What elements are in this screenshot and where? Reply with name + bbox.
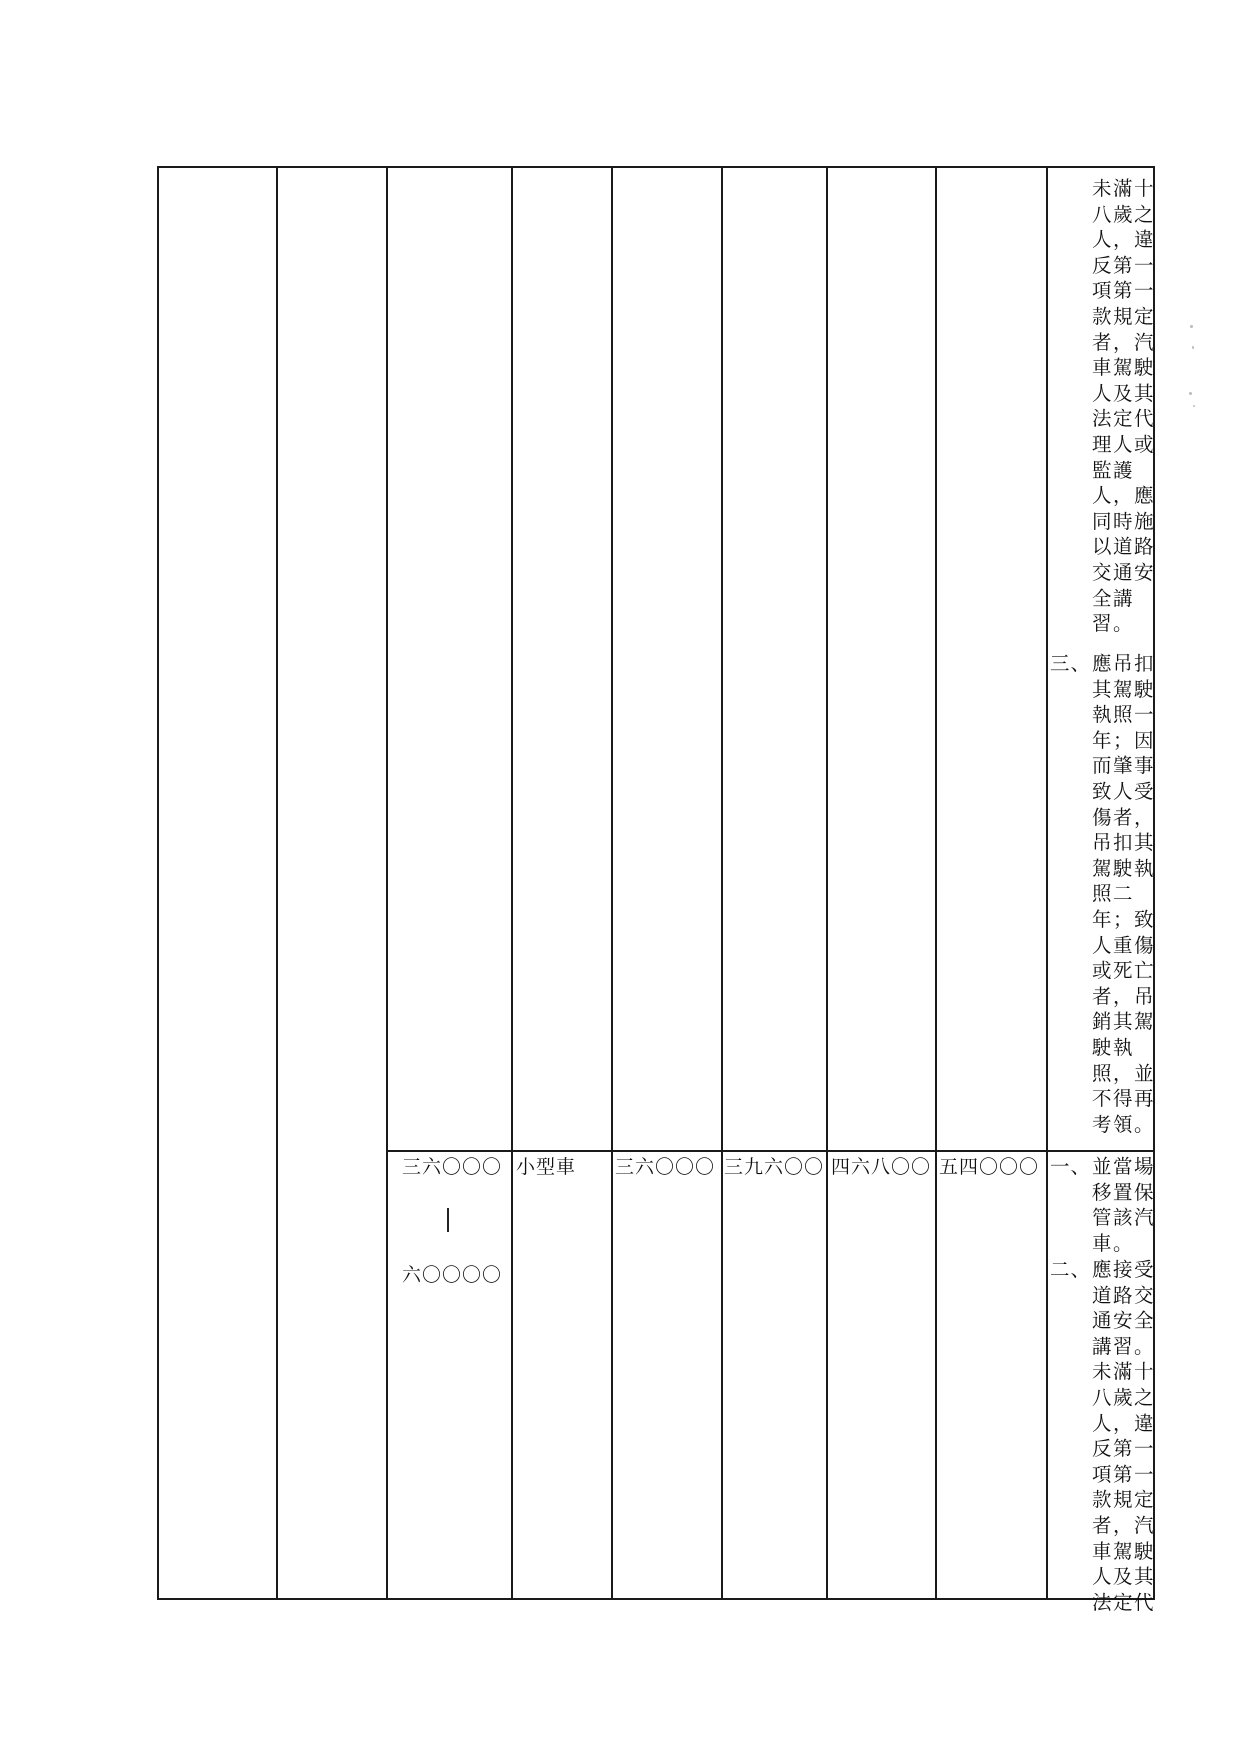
table-bottom-border [157,1598,1155,1600]
note-line: 年；因 [1092,728,1156,752]
note-line: 照二 [1092,882,1135,906]
note-line: 同時施 [1092,509,1156,533]
item-2-marker: 二、 [1050,1258,1092,1281]
note-line: 車。 [1092,1231,1135,1255]
note-line: 執照一 [1092,703,1156,727]
column-line [276,166,278,1600]
column-line [611,166,613,1600]
note-line: 考領。 [1092,1112,1156,1136]
note-line: 吊扣其 [1092,831,1156,855]
row-divider [386,1150,1155,1152]
note-line: 傷者， [1092,805,1156,829]
table-top-border [157,166,1155,168]
note-line: 者，汽 [1092,1513,1156,1537]
note-line: 全講 [1092,586,1135,610]
note-line: 項第一 [1092,279,1156,303]
item-1-text [1092,1154,1155,1256]
note-line: 人及其 [1092,381,1156,405]
note-line: 交通安 [1092,560,1156,584]
note-line: 駕駛執 [1092,856,1156,880]
note-line: 習。 [1092,612,1135,636]
note-line: 其駕駛 [1092,677,1156,701]
note-line: 車駕駛 [1092,356,1156,380]
note-line: 八歲之 [1092,1385,1156,1409]
column-line [157,166,159,1600]
scan-speck [1192,346,1194,349]
note-line: 項第一 [1092,1462,1156,1486]
column-line [511,166,513,1600]
item-3-text [1092,651,1155,1137]
note-line: 講習。 [1092,1334,1156,1358]
column-line [721,166,723,1600]
note-line: 款規定 [1092,304,1156,328]
note-line: 車駕駛 [1092,1539,1156,1563]
scan-speck [1189,392,1192,395]
note-line: 人，應 [1092,484,1156,508]
note-line: 人，違 [1092,228,1156,252]
item-3-marker: 三、 [1050,652,1092,675]
note-line: 八歲之 [1092,202,1156,226]
note-line: 道路交 [1092,1283,1156,1307]
column-line [935,166,937,1600]
note-line: 應接受 [1092,1258,1156,1281]
note-line: 人，違 [1092,1411,1156,1435]
item-1-marker: 一、 [1050,1155,1092,1178]
note-line: 致人受 [1092,779,1156,803]
note-line: 銷其駕 [1092,1010,1156,1034]
note-line: 不得再 [1092,1087,1156,1111]
note-line: 者，汽 [1092,330,1156,354]
upper-note-continuation [1092,176,1155,637]
item-2-text [1092,1257,1155,1615]
note-line: 駛執 [1092,1035,1135,1059]
note-line: 以道路 [1092,535,1156,559]
note-line: 或死亡 [1092,959,1156,983]
fine-amount-4: 五四〇〇〇 [939,1156,1040,1178]
fine-range-end: 六〇〇〇〇 [402,1264,503,1286]
note-line: 人重傷 [1092,933,1156,957]
note-line: 理人或 [1092,432,1156,456]
note-line: 人及其 [1092,1565,1156,1589]
vehicle-type: 小型車 [516,1156,577,1178]
range-dash [447,1208,449,1232]
fine-amount-1: 三六〇〇〇 [615,1156,716,1178]
note-line: 者，吊 [1092,984,1156,1008]
note-line: 應吊扣 [1092,652,1156,675]
note-line: 款規定 [1092,1488,1156,1512]
note-line: 未滿十 [1092,177,1156,200]
note-line: 照，並 [1092,1061,1156,1085]
note-line: 監護 [1092,458,1135,482]
note-line: 法定代 [1092,407,1156,431]
note-line: 法定代 [1092,1590,1156,1614]
note-line: 管該汽 [1092,1206,1156,1230]
note-line: 年；致 [1092,907,1156,931]
fine-range-start: 三六〇〇〇 [402,1156,503,1178]
fine-amount-2: 三九六〇〇 [724,1156,825,1178]
note-line: 通安全 [1092,1309,1156,1333]
note-line: 並當場 [1092,1155,1156,1178]
column-line [386,166,388,1600]
scan-speck [1190,325,1193,328]
scan-speck [1193,405,1195,407]
note-line: 移置保 [1092,1180,1156,1204]
note-line: 反第一 [1092,253,1156,277]
note-line: 反第一 [1092,1437,1156,1461]
fine-amount-3: 四六八〇〇 [831,1156,932,1178]
column-line [826,166,828,1600]
column-line [1046,166,1048,1600]
note-line: 而肇事 [1092,754,1156,778]
note-line: 未滿十 [1092,1360,1156,1384]
